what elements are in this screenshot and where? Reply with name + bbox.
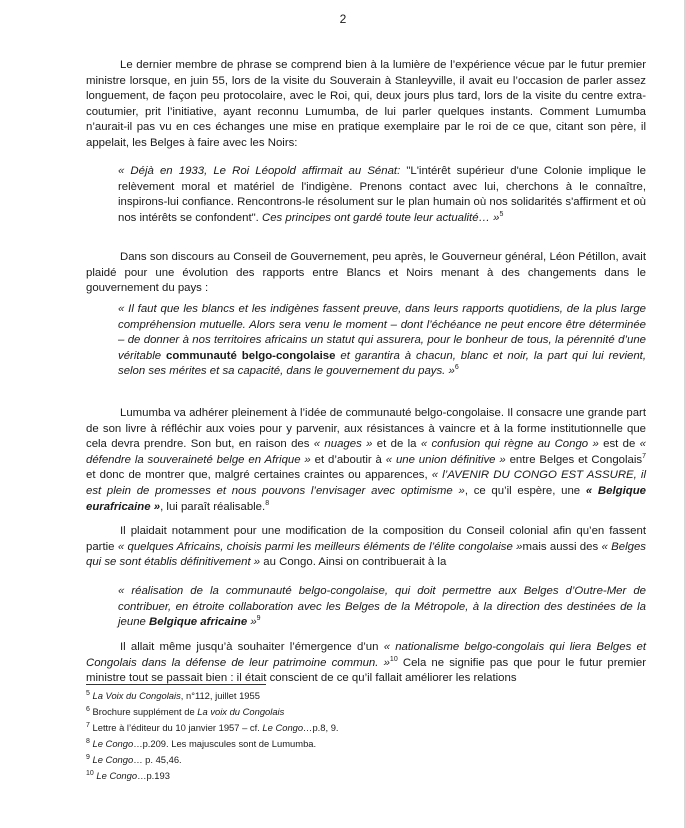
paragraph-4 <box>86 524 646 571</box>
p4-text-2: mais aussi des <box>522 540 602 553</box>
quote-1-body: "L'intérêt supérieur d'une Colonie implique le relèvement moral et matériel de l'indigène. Prenons contact avec lui, cherchons à le connaître, inspirons-lui confiance. Rencontrons-le résolument sur le plan humain où nos solidarités s'affirment et où nos intérêts se confondent". <box>118 165 646 224</box>
footnote-rest: , n°112, juillet 1955 <box>180 690 260 701</box>
footnote-ref-6[interactable]: 6 <box>454 364 459 372</box>
quote-3-a: « réalisation de la communauté belgo-congolaise, qui doit permettre aux Belges d’Outre-Mer de contribuer, en étroite collaboration avec les Belges de la Métropole, à la direction des destinées de la jeune <box>118 585 646 629</box>
footnote-ref-8[interactable]: 8 <box>265 499 270 507</box>
p5-text-2: Cela ne signifie pas que pour le futur premier ministre tout se passait bien : il était conscient de ce qu’il fallait améliorer les relations <box>86 656 646 685</box>
footnote-source: La Voix du Congolais <box>92 690 181 701</box>
quote-2-emphasis: communauté belgo-congolaise <box>165 349 336 362</box>
footnote-num: 10 <box>86 769 94 777</box>
page-number: 2 <box>339 12 347 26</box>
footnote-9 <box>86 754 182 765</box>
p3-text-6: et donc de montrer que, malgré certaines craintes ou apparences, <box>86 469 432 482</box>
p3-text-1: Lumumba va adhérer pleinement à l’idée de communauté belgo-congolaise. Il consacre une grande part de son livre à réfléchir aux voies pour y parvenir, aux résistances à vaincre et à la forme institutionnelle que cela devra prendre. Son but, en raison des <box>86 407 646 451</box>
footnote-source: La voix du Congolais <box>197 706 285 717</box>
footnote-rest: … p. 45,46. <box>133 754 182 765</box>
p3-text-7: , ce qu’il espère, une <box>464 484 586 497</box>
p3-text-4: et d’aboutir à <box>310 453 386 466</box>
paragraph-1: Le dernier membre de phrase se comprend bien à la lumière de l’expérience vécue par le futur premier ministre lorsque, en juin 55, lors de la visite du Souverain à Stanleyville, il avait eu l’occasion de parler assez longuement, de façon peu protocolaire, avec le Roi, qui, deux jours plus tard, lors de la visite du centre extra-coutumier, prit l’initiative, ayant reconnu Lumumba, de lui parler quelques instants. Comment Lumumba n’aurait-il pas vu en ces échanges une mise en pratique exemplaire par le roi de ce que, citant son père, il appelait, les Belges à faire avec les Noirs: <box>86 59 646 149</box>
footnote-ref-7[interactable]: 7 <box>642 452 647 460</box>
quote-1-intro: « Déjà en 1933, Le Roi Léopold affirmait au Sénat: <box>118 165 401 177</box>
footnote-num: 9 <box>86 753 90 761</box>
p3-quote-confusion: « confusion qui règne au Congo » <box>420 438 599 451</box>
p4-text-3: au Congo. Ainsi on contribuerait à la <box>260 556 447 569</box>
p3-quote-nuages: « nuages » <box>313 438 373 451</box>
quote-2 <box>118 302 646 380</box>
footnote-rest: …p.209. Les majuscules sont de Lumumba. <box>133 738 317 749</box>
paragraph-5 <box>86 640 646 687</box>
footnote-7 <box>86 722 339 733</box>
footnote-ref-5[interactable]: 5 <box>499 210 504 218</box>
p3-text-5: entre Belges et Congolais <box>505 453 643 466</box>
p3-text-8: , lui paraît réalisable. <box>160 500 266 513</box>
footnote-separator <box>86 684 266 685</box>
p5-quote-nationalisme: « nationalisme belgo-congolais qui liera Belges et Congolais dans la défense de leur patrimoine commun. » <box>86 641 646 669</box>
footnote-source: Le Congo… <box>262 722 313 733</box>
footnote-6 <box>86 706 284 717</box>
footnote-num: 8 <box>86 737 90 745</box>
p3-quote-avenir: « l’AVENIR DU CONGO EST ASSURE, il est plein de promesses et nous pouvons l’envisager avec optimisme » <box>86 469 646 497</box>
footnote-5 <box>86 690 260 701</box>
footnote-num: 5 <box>86 689 90 697</box>
quote-3-end: » <box>247 616 257 629</box>
paragraph-3 <box>86 406 646 515</box>
p3-quote-union: « une union définitive » <box>385 453 506 466</box>
p5-text-1: Il allait même jusqu’à souhaiter l’émergence d’un <box>120 641 384 653</box>
footnote-rest: …p.193 <box>137 770 170 781</box>
quote-1-end: Ces principes ont gardé toute leur actualité… » <box>262 211 500 224</box>
footnote-pre: Lettre à l’éditeur du 10 janvier 1957 – cf. <box>92 722 263 733</box>
p4-text-1: Il plaidait notamment pour une modification de la composition du Conseil colonial afin qu’en fassent partie <box>86 525 646 553</box>
footnote-rest: p.8, 9. <box>312 722 339 733</box>
footnote-num: 6 <box>86 705 90 713</box>
p3-quote-souverainete: « défendre la souveraineté belge en Afrique » <box>86 438 646 466</box>
footnote-ref-10[interactable]: 10 <box>389 655 398 663</box>
quote-2-a: « Il faut que les blancs et les indigènes fassent preuve, dans leurs rapports quotidiens, de la plus large compréhension mutuelle. Alors sera venu le moment – dont l’échéance ne peut encore être déterminée – de donner à nos territoires africains un statut qui assurera, pour le bonheur de tous, la pérennité d’une véritable <box>118 303 646 362</box>
quote-1 <box>118 164 646 226</box>
p4-quote-belges: « Belges qui se sont établis définitivement » <box>86 540 646 569</box>
footnote-pre: Brochure supplément de <box>92 706 198 717</box>
p3-text-2: et de la <box>372 438 421 451</box>
p3-quote-belgique-eurafricaine: « Belgique eurafricaine » <box>86 484 646 513</box>
footnote-8 <box>86 738 316 749</box>
quote-3 <box>118 584 646 631</box>
quote-2-c: et garantira à chacun, blanc et noir, la part qui lui revient, selon ses mérites et sa capacité, dans le gouvernement du pays. » <box>118 349 646 378</box>
footnote-source: Le Congo <box>92 738 134 749</box>
footnote-source: Le Congo <box>92 754 134 765</box>
quote-3-emphasis: Belgique africaine <box>149 616 248 629</box>
footnote-ref-9[interactable]: 9 <box>256 615 261 623</box>
footnote-num: 7 <box>86 721 90 729</box>
footnote-source: Le Congo <box>96 770 138 781</box>
p3-text-3: est de <box>598 438 640 451</box>
footnote-10 <box>86 770 170 781</box>
paragraph-2: Dans son discours au Conseil de Gouvernement, peu après, le Gouverneur général, Léon Pétillon, avait plaidé pour une évolution des rapports entre Blancs et Noirs menant à des changements dans le gouvernement du pays : <box>86 251 646 295</box>
p4-quote-africains: « quelques Africains, choisis parmi les meilleurs éléments de l’élite congolaise » <box>117 540 523 553</box>
